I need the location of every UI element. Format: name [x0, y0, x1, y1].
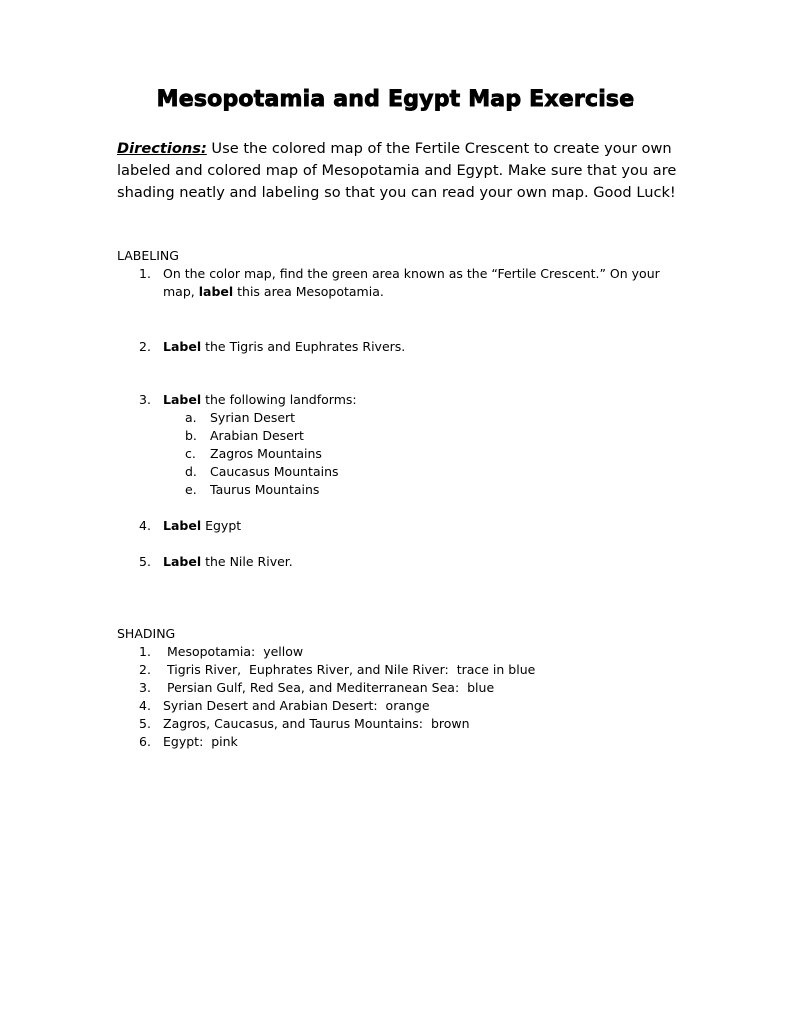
list-letter: d. — [185, 464, 197, 479]
item-text-part: On the color map, find the green area known as the “Fertile Crescent.” On your map, — [163, 266, 660, 299]
list-text — [163, 517, 683, 535]
list-letter: b. — [185, 428, 197, 443]
list-text: Syrian Desert and Arabian Desert: orange — [163, 698, 430, 713]
landform-text: Syrian Desert — [210, 410, 296, 425]
list-text: Tigris River, Euphrates River, and Nile River: trace in blue — [163, 662, 536, 677]
item-text-part: the Nile River. — [201, 554, 293, 569]
list-number: 1. — [139, 644, 151, 659]
item-bold-word: Label — [163, 554, 202, 569]
list-number: 5. — [139, 716, 151, 731]
item-text-part: this area Mesopotamia. — [233, 284, 384, 299]
item-text-part: the following landforms: — [201, 392, 357, 407]
list-text — [163, 338, 683, 356]
landform-text: Zagros Mountains — [210, 446, 322, 461]
labeling-heading: LABELING — [117, 248, 179, 263]
list-letter: c. — [185, 446, 196, 461]
directions-text: Use the colored map of the Fertile Crescent to create your own labeled and colored map of Mesopotamia and Egypt. Make sure that you are shading neatly and labeling so that you can read your own map. Good Luck! — [117, 140, 677, 201]
directions-label: Directions: — [117, 140, 207, 157]
list-text: Persian Gulf, Red Sea, and Mediterranean Sea: blue — [163, 680, 495, 695]
item-bold-word: Label — [163, 339, 202, 354]
list-number: 2. — [139, 662, 151, 677]
item-text-part: Egypt — [201, 518, 242, 533]
item-bold-word: label — [198, 284, 234, 299]
list-number: 3. — [139, 392, 151, 407]
landform-text: Taurus Mountains — [210, 482, 320, 497]
list-text — [163, 265, 683, 301]
list-number: 6. — [139, 734, 151, 749]
list-number: 3. — [139, 680, 151, 695]
list-text: Egypt: pink — [163, 734, 238, 749]
list-number: 4. — [139, 518, 151, 533]
list-number: 4. — [139, 698, 151, 713]
landform-text: Caucasus Mountains — [210, 464, 339, 479]
list-text: Zagros, Caucasus, and Taurus Mountains: brown — [163, 716, 470, 731]
list-text — [163, 553, 683, 571]
shading-heading: SHADING — [117, 626, 176, 641]
list-letter: a. — [185, 410, 197, 425]
item-text-part: the Tigris and Euphrates Rivers. — [201, 339, 406, 354]
item-bold-word: Label — [163, 518, 202, 533]
list-number: 5. — [139, 554, 151, 569]
page-title: Mesopotamia and Egypt Map Exercise — [156, 87, 635, 112]
list-number: 1. — [139, 266, 151, 281]
directions-paragraph — [117, 138, 677, 204]
item-bold-word: Label — [163, 392, 202, 407]
list-text: Mesopotamia: yellow — [163, 644, 304, 659]
list-number: 2. — [139, 339, 151, 354]
list-text — [163, 391, 683, 409]
landform-text: Arabian Desert — [210, 428, 304, 443]
list-letter: e. — [185, 482, 197, 497]
